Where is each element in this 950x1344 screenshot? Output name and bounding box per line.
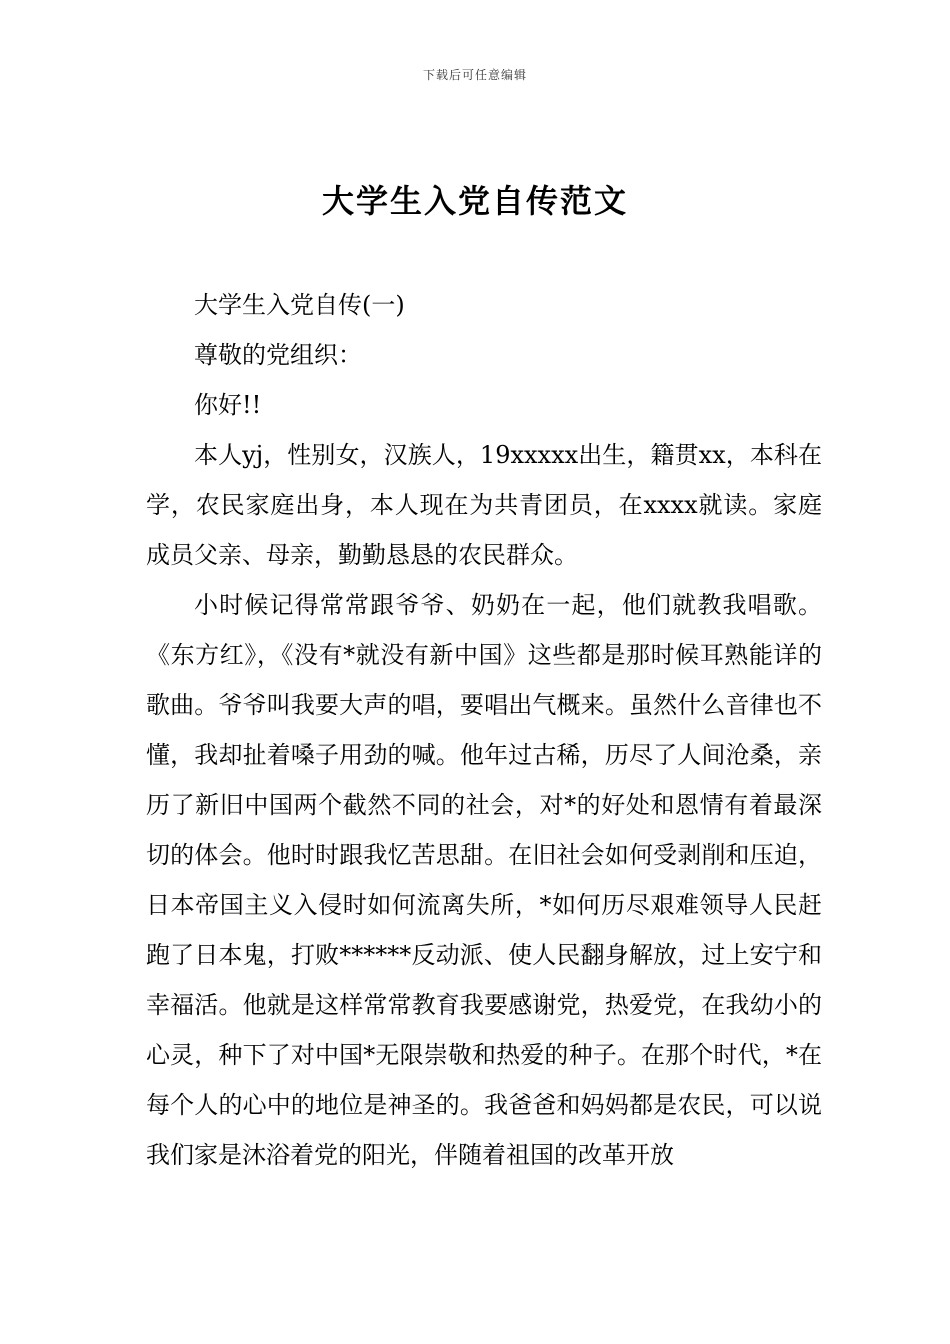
header-note: 下载后可任意编辑 <box>422 68 527 82</box>
body-paragraph: 小时候记得常常跟爷爷、奶奶在一起，他们就教我唱歌。《东方红》，《没有*就没有新中国》这些都是那时候耳熟能详的歌曲。爷爷叫我要大声的唱，要唱出气概来。虽然什么音律也不懂，我却扯着嗓子用劲的喊。他年过古稀，历尽了人间沧桑，亲历了新旧中国两个截然不同的社会，对*的好处和恩情有着最深切的体会。他时时跟我忆苦思甜。在旧社会如何受剥削和压迫，日本帝国主义入侵时如何流离失所，*如何历尽艰难领导人民赶跑了日本鬼，打败******反动派、使人民翻身解放，过上安宁和幸福活。他就是这样常常教育我要感谢党，热爱党，在我幼小的心灵，种下了对中国*无限崇敬和热爱的种子。在那个时代，*在每个人的心中的地位是神圣的。我爸爸和妈妈都是农民，可以说我们家是沐浴着党的阳光，伴随着祖国的改革开放 <box>146 591 822 1169</box>
document-body <box>146 280 822 1180</box>
section-heading: 大学生入党自传(一) <box>194 291 405 319</box>
body-paragraph: 本人yj，性别女，汉族人，19xxxxx出生，籍贯xx，本科在学，农民家庭出身，本人现在为共青团员，在xxxx就读。家庭成员父亲、母亲，勤勤恳恳的农民群众。 <box>146 441 822 569</box>
document-title: 大学生入党自传范文 <box>321 182 628 220</box>
greeting: 你好!! <box>194 391 262 419</box>
salutation: 尊敬的党组织： <box>194 341 362 369</box>
